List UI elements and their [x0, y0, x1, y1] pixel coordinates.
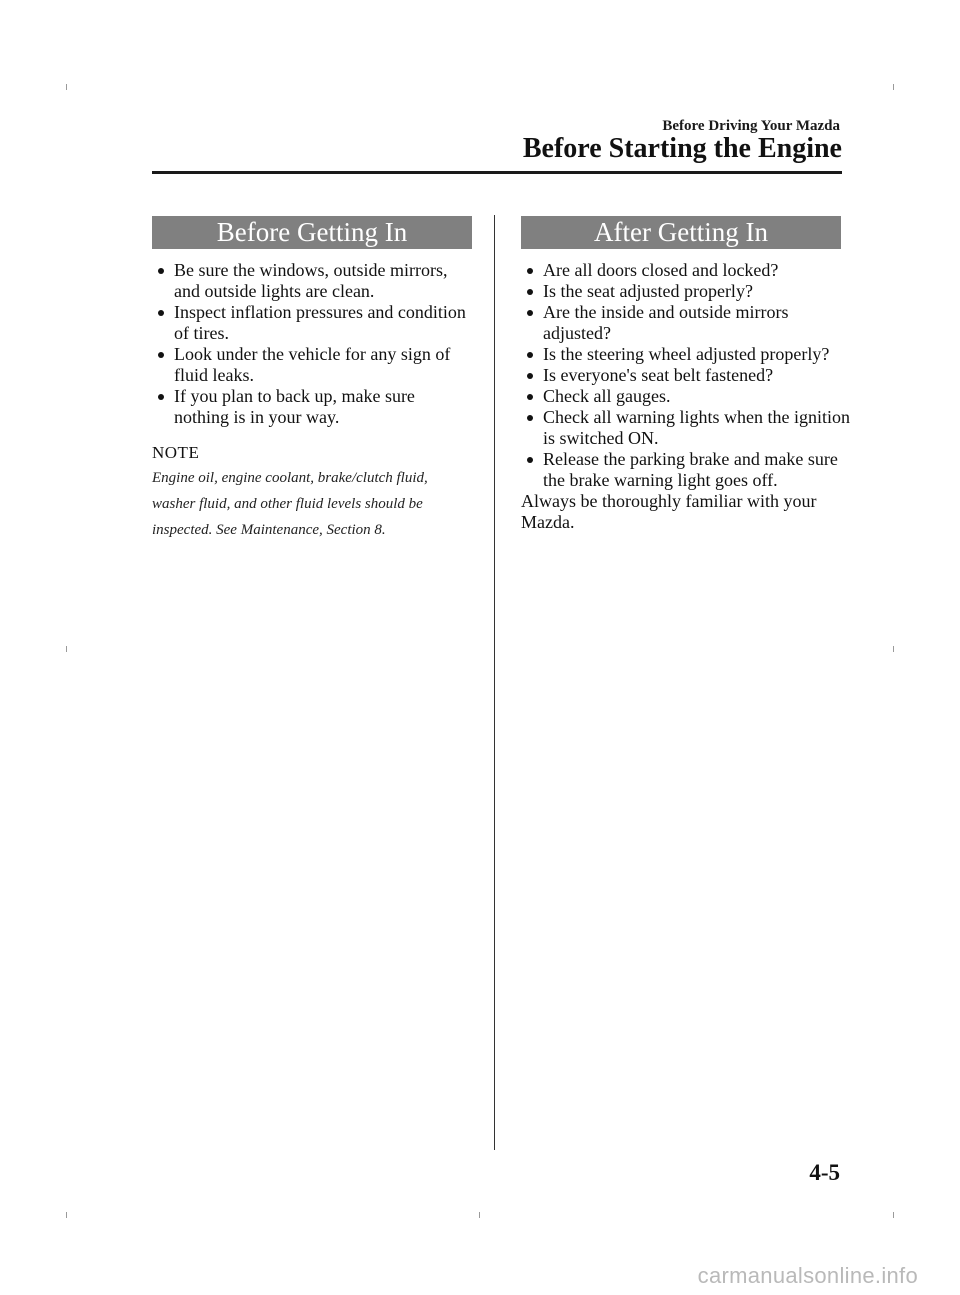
list-item: Release the parking brake and make sure the brake warning light goes off.: [521, 449, 851, 491]
left-column: [152, 260, 474, 543]
list-item: Check all gauges.: [521, 386, 851, 407]
crop-mark: [66, 84, 67, 90]
crop-mark: [893, 646, 894, 652]
bullet-icon: [158, 268, 164, 274]
bullet-icon: [527, 352, 533, 358]
after-getting-in-list: [521, 260, 851, 491]
bullet-icon: [527, 373, 533, 379]
section-heading-after-getting-in: After Getting In: [521, 216, 841, 249]
crop-mark: [66, 1212, 67, 1218]
list-item: Look under the vehicle for any sign of fluid leaks.: [152, 344, 474, 386]
list-item: Are the inside and outside mirrors adjusted?: [521, 302, 851, 344]
list-item: Are all doors closed and locked?: [521, 260, 851, 281]
list-item: Be sure the windows, outside mirrors, and outside lights are clean.: [152, 260, 474, 302]
crop-mark: [893, 1212, 894, 1218]
page-number: 4-5: [809, 1160, 840, 1185]
list-item: Is the steering wheel adjusted properly?: [521, 344, 851, 365]
bullet-icon: [527, 415, 533, 421]
crop-mark: [893, 84, 894, 90]
crop-mark: [479, 1212, 480, 1218]
list-item: Check all warning lights when the ignition is switched ON.: [521, 407, 851, 449]
bullet-icon: [158, 352, 164, 358]
bullet-icon: [158, 394, 164, 400]
list-item: Is everyone's seat belt fastened?: [521, 365, 851, 386]
watermark: carmanualsonline.info: [697, 1263, 918, 1288]
bullet-icon: [158, 310, 164, 316]
closing-text: Always be thoroughly familiar with your Mazda.: [521, 491, 817, 532]
header-subtitle: Before Driving Your Mazda: [662, 118, 840, 134]
bullet-icon: [527, 268, 533, 274]
note-heading: NOTE: [152, 443, 200, 462]
crop-mark: [66, 646, 67, 652]
list-item: Is the seat adjusted properly?: [521, 281, 851, 302]
before-getting-in-list: [152, 260, 474, 428]
list-item: Inspect inflation pressures and condition of tires.: [152, 302, 474, 344]
bullet-icon: [527, 394, 533, 400]
note-text: Engine oil, engine coolant, brake/clutch fluid, washer fluid, and other fluid levels should be inspected. See Maintenance, Section 8.: [152, 470, 428, 538]
list-item: If you plan to back up, make sure nothing is in your way.: [152, 386, 474, 428]
bullet-icon: [527, 289, 533, 295]
column-divider: [494, 215, 495, 1150]
bullet-icon: [527, 310, 533, 316]
page-title: Before Starting the Engine: [522, 133, 842, 164]
header-rule: [152, 171, 842, 174]
section-heading-before-getting-in: Before Getting In: [152, 216, 472, 249]
bullet-icon: [527, 457, 533, 463]
right-column: [521, 260, 851, 533]
